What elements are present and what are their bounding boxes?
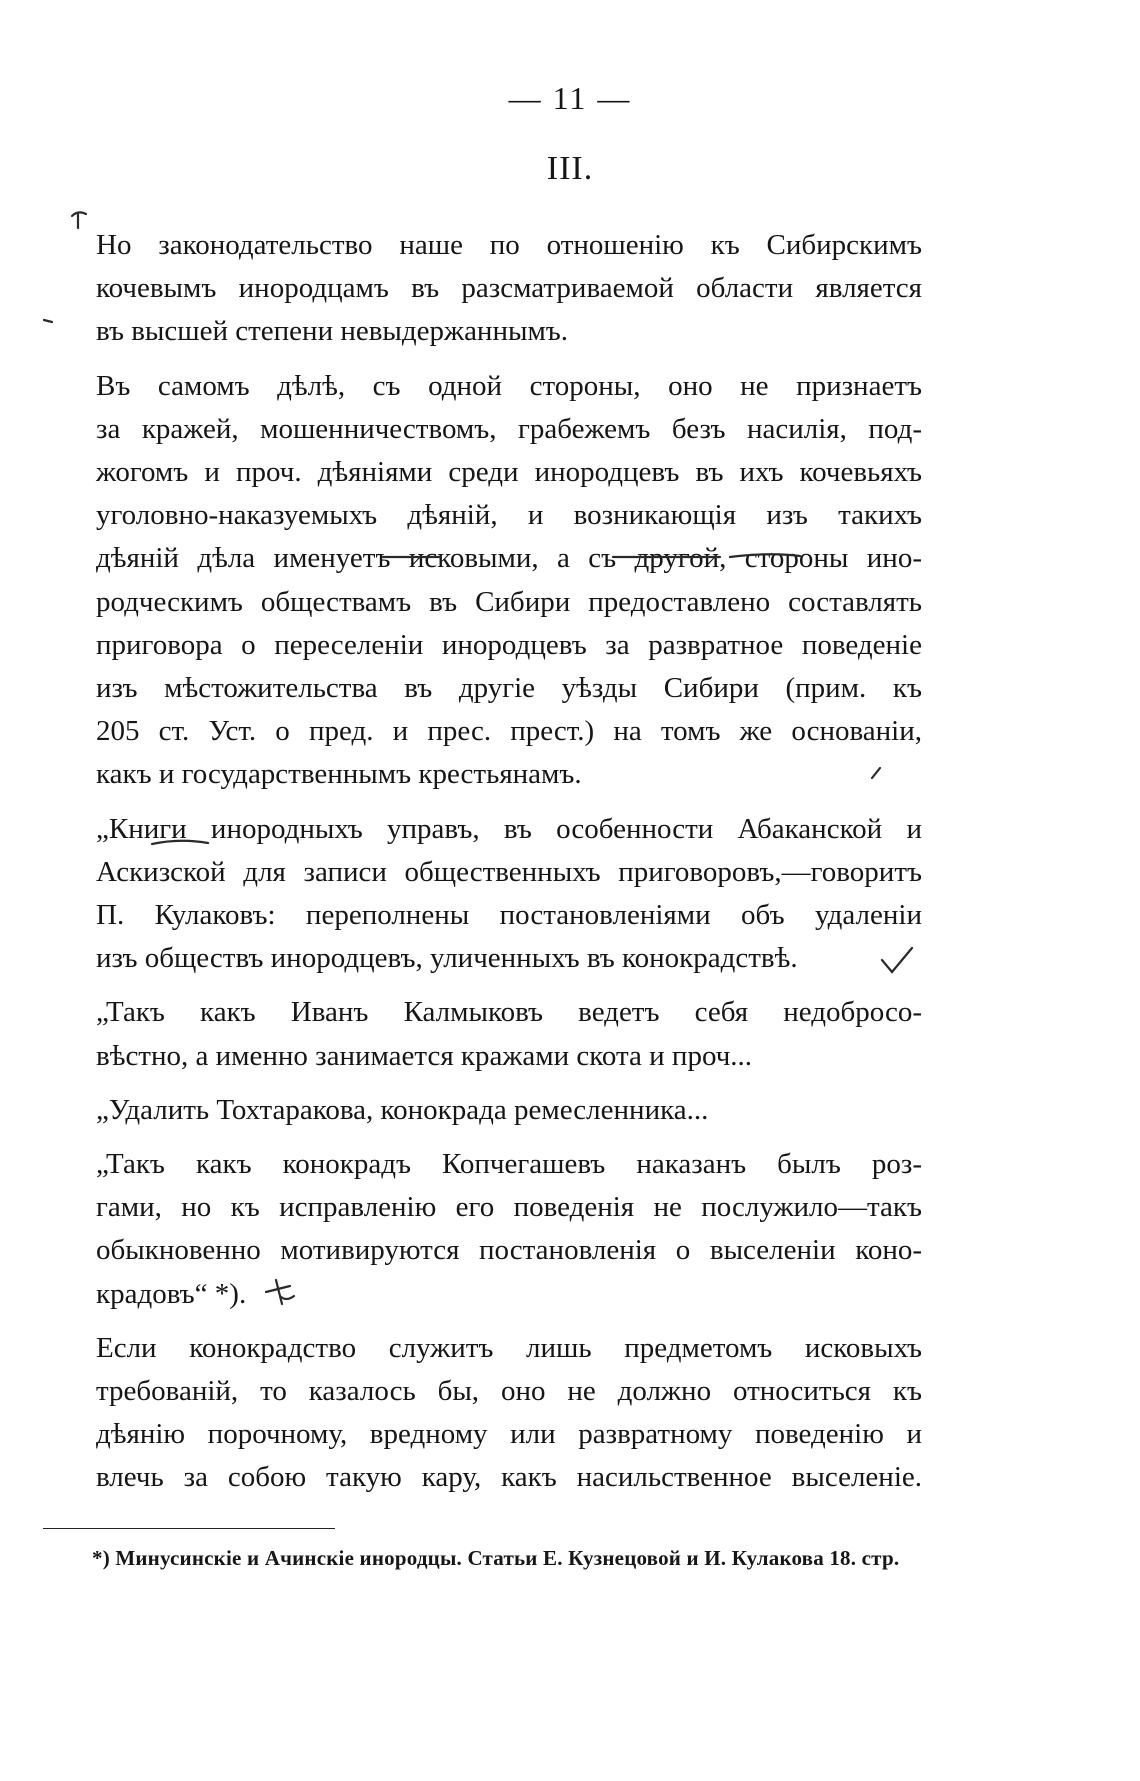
margin-bracket-mark — [72, 212, 86, 228]
text-line: Но законодательство наше по отношенію къ Сибирскимъ — [96, 229, 922, 261]
text-line: обыкновенно мотивируются постановленія о выселеніи коно- — [96, 1234, 922, 1267]
text-line: родческимъ обществамъ въ Сибири предоставлено составлять — [96, 585, 922, 618]
paragraph-6-quote — [96, 1143, 922, 1316]
text-line: „Книги инородныхъ управъ, въ особенности Абаканской и — [96, 812, 922, 845]
text-line: жогомъ и проч. дѣяніями среди инородцевъ въ ихъ кочевьяхъ — [96, 456, 922, 489]
text-line: влечь за собою такую кару, какъ насильственное выселеніе. — [96, 1461, 922, 1494]
text-line: дѣяній дѣла именуетъ исковыми, а съ другой, стороны ино- — [96, 542, 922, 575]
footnote-divider — [43, 1528, 335, 1529]
text-line: крадовъ“ *). — [96, 1277, 247, 1310]
text-line: 205 ст. Уст. о пред. и прес. прест.) на томъ же основаніи, — [96, 715, 922, 748]
paragraph-5-quote — [96, 1089, 922, 1132]
paragraph-1 — [96, 224, 922, 354]
text-line: изъ обществъ инородцевъ, уличенныхъ въ конокрадствѣ. — [96, 942, 798, 975]
text-line: гами, но къ исправленію его поведенія не послужило—такъ — [96, 1191, 922, 1224]
paragraph-3-quote — [96, 808, 922, 981]
text-line: требованій, то казалось бы, оно не должно относиться къ — [96, 1375, 922, 1408]
text-line: изъ мѣстожительства въ другіе уѣзды Сибири (прим. къ — [96, 672, 922, 705]
section-heading: III. — [546, 150, 594, 187]
tick-mark — [44, 320, 52, 322]
text-line: кочевымъ инородцамъ въ разсматриваемой области является — [96, 272, 922, 305]
text-line: „Такъ какъ конокрадъ Копчегашевъ наказанъ былъ роз- — [96, 1148, 922, 1181]
text-line: „Удалить Тохтаракова, конокрада ремесленника... — [96, 1093, 709, 1126]
text-line: П. Кулаковъ: переполнены постановленіями объ удаленіи — [96, 899, 922, 932]
text-line: уголовно-наказуемыхъ дѣяній, и возникающія изъ такихъ — [96, 499, 922, 532]
text-line: вѣстно, а именно занимается кражами скота и проч... — [96, 1039, 753, 1072]
page-number: — 11 — — [508, 80, 632, 116]
paragraph-4-quote — [96, 991, 922, 1077]
text-line: дѣянію порочному, вредному или развратному поведенію и — [96, 1418, 922, 1451]
text-line: за кражей, мошенничествомъ, грабежемъ безъ насилія, под- — [96, 412, 922, 445]
text-line: въ высшей степени невыдержаннымъ. — [96, 315, 569, 348]
text-line: Если конокрадство служитъ лишь предметомъ исковыхъ — [96, 1331, 922, 1364]
text-line: Въ самомъ дѣлѣ, съ одной стороны, оно не признаетъ — [96, 369, 922, 402]
text-line: „Такъ какъ Иванъ Калмыковъ ведетъ себя недобросо- — [96, 996, 922, 1029]
text-line: Аскизской для записи общественныхъ приговоровъ,—говоритъ — [96, 855, 922, 888]
paragraph-7 — [96, 1327, 922, 1500]
footnote: *) Минусинскіе и Ачинскіе инородцы. Статьи Е. Кузнецовой и И. Кулакова 18. стр. — [92, 1546, 900, 1570]
text-line: какъ и государственнымъ крестьянамъ. — [96, 758, 582, 791]
body-text — [96, 224, 922, 1511]
paragraph-2 — [96, 365, 922, 797]
text-line: приговора о переселеніи инородцевъ за развратное поведеніе — [96, 628, 922, 661]
